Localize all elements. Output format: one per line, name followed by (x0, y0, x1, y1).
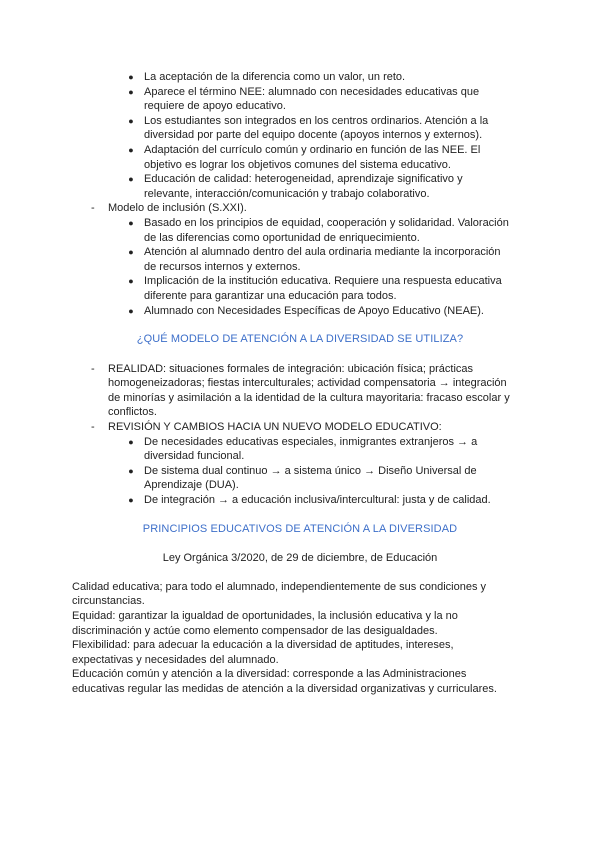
list-item: ● La aceptación de la diferencia como un valor, un reto. (144, 70, 510, 85)
list-item: ● De integración → a educación inclusiva/intercultural: justa y de calidad. (144, 493, 510, 508)
revision-item (91, 420, 510, 435)
document-body (0, 70, 600, 697)
list-item: ● Alumnado con Necesidades Específicas de Apoyo Educativo (NEAE). (144, 304, 510, 319)
dash-marker: - (91, 362, 95, 375)
list-item: ● Basado en los principios de equidad, cooperación y solidaridad. Valoración de las diferencias como oportunidad de enriquecimiento. (144, 216, 510, 245)
list-item: ● Atención al alumnado dentro del aula ordinaria mediante la incorporación de recursos internos y externos. (144, 245, 510, 274)
bullet-icon: ● (128, 305, 134, 316)
list-item: ● Implicación de la institución educativa. Requiere una respuesta educativa diferente para garantizar una educación para todos. (144, 274, 510, 303)
paragraph-equity: Equidad: garantizar la igualdad de oportunidades, la inclusión educativa y la no discriminación y actúe como elemento compensador de las desigualdades. (72, 610, 458, 637)
revision-bullet-list (0, 435, 600, 508)
reality-list (0, 362, 600, 435)
bullet-icon: ● (128, 276, 134, 287)
bullet-icon: ● (128, 495, 134, 506)
reality-text: REALIDAD: situaciones formales de integración: ubicación física; prácticas homogeneizadoras; fiestas interculturales; actividad compensatoria → integración de minorías y asimilación a la identidad de la cultura mayoritaria: fracaso escolar y conflictos. (108, 362, 510, 419)
principles-block (0, 580, 600, 697)
section-heading-principles: PRINCIPIOS EDUCATIVOS DE ATENCIÓN A LA DIVERSIDAD (142, 522, 458, 535)
bullet-icon: ● (128, 72, 134, 82)
bullet-icon: ● (128, 436, 134, 447)
integration-bullet-list (0, 70, 600, 201)
law-reference: Ley Orgánica 3/2020, de 29 de diciembre, de Educación (162, 552, 438, 565)
inclusion-model-item (91, 201, 510, 216)
dash-marker: - (91, 421, 95, 434)
list-item: ● De necesidades educativas especiales, inmigrantes extranjeros → a diversidad funcional. (144, 435, 510, 464)
list-item: ● Adaptación del currículo común y ordinario en función de las NEE. El objetivo es lograr los objetivos comunes del sistema educativo. (144, 143, 510, 172)
list-item: ● Aparece el término NEE: alumnado con necesidades educativas que requiere de apoyo educativo. (144, 85, 510, 114)
list-item: ● Educación de calidad: heterogeneidad, aprendizaje significativo y relevante, interacción/comunicación y trabajo colaborativo. (144, 172, 510, 201)
paragraph-common-education: Educación común y atención a la diversidad: corresponde a las Administraciones educativas regular las medidas de atención a la diversidad organizativas y curriculares. (72, 668, 497, 695)
list-item: ● Los estudiantes son integrados en los centros ordinarios. Atención a la diversidad por parte del equipo docente (apoyos internos y externos). (144, 114, 510, 143)
bullet-icon: ● (128, 86, 134, 97)
inclusion-bullet-list (0, 216, 600, 318)
bullet-icon: ● (128, 217, 134, 228)
paragraph-flexibility: Flexibilidad: para adecuar la educación a la diversidad de aptitudes, intereses, expectativas y necesidades del alumnado. (72, 639, 454, 666)
bullet-icon: ● (128, 144, 134, 155)
list-item: ● De sistema dual continuo → a sistema único → Diseño Universal de Aprendizaje (DUA). (144, 464, 510, 493)
bullet-icon: ● (128, 465, 134, 476)
dash-marker: - (91, 202, 95, 215)
revision-label: REVISIÓN Y CAMBIOS HACIA UN NUEVO MODELO EDUCATIVO: (108, 421, 442, 434)
bullet-icon: ● (128, 115, 134, 126)
section-heading-model: ¿QUÉ MODELO DE ATENCIÓN A LA DIVERSIDAD SE UTILIZA? (136, 333, 464, 346)
bullet-icon: ● (128, 174, 134, 185)
inclusion-model-list (0, 201, 600, 216)
bullet-icon: ● (128, 247, 134, 258)
reality-item (91, 362, 510, 420)
paragraph-quality: Calidad educativa; para todo el alumnado, independientemente de sus condiciones y circunstancias. (72, 580, 487, 608)
inclusion-model-label: Modelo de inclusión (S.XXI). (108, 202, 247, 215)
